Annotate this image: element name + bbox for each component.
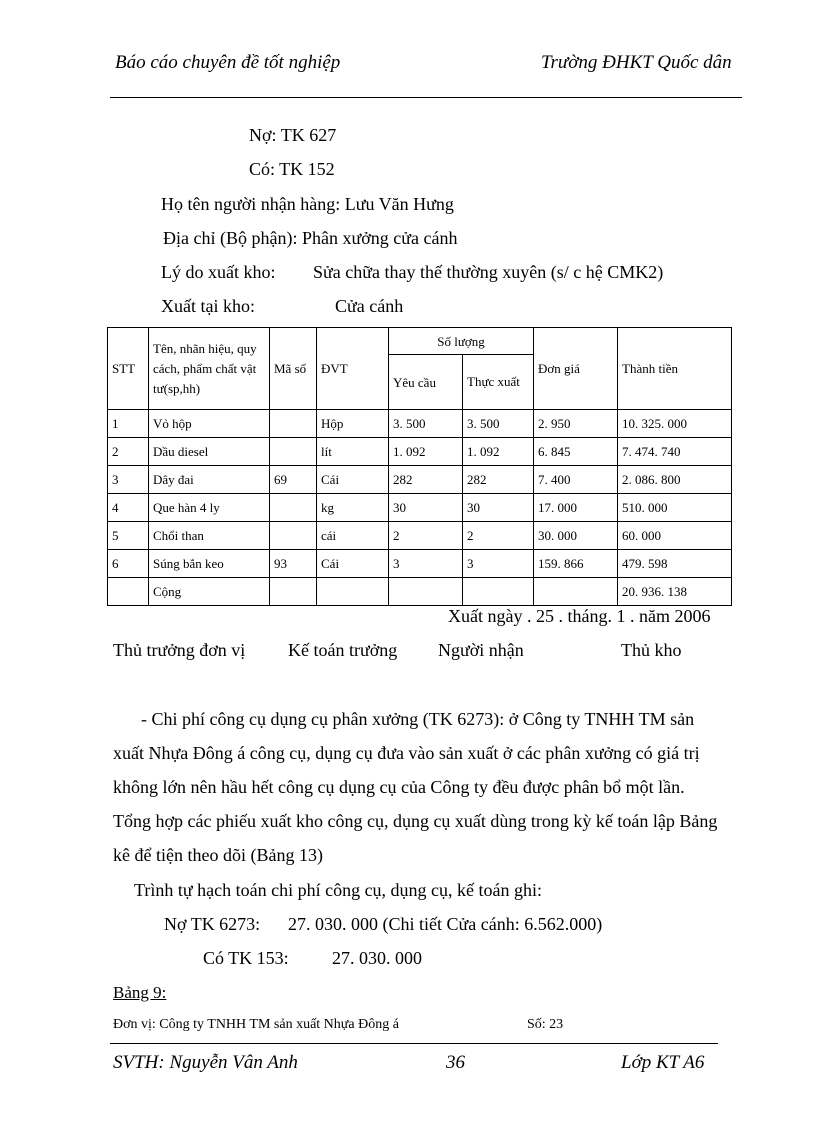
entry-credit-value: 27. 030. 000 xyxy=(332,948,422,968)
cell-amount: 2. 086. 800 xyxy=(618,466,732,494)
header-amount: Thành tiền xyxy=(618,328,732,410)
cell-requested: 282 xyxy=(389,466,463,494)
cell-price: 159. 866 xyxy=(534,550,618,578)
cell-unit-empty xyxy=(317,578,389,606)
header-name: Tên, nhãn hiệu, quy cách, phẩm chất vật tư(sp,hh) xyxy=(149,328,270,410)
total-row xyxy=(108,578,732,606)
cell-price: 6. 845 xyxy=(534,438,618,466)
cell-stt: 5 xyxy=(108,522,149,550)
total-amount: 20. 936. 138 xyxy=(618,578,732,606)
cell-name: Chổi than xyxy=(149,522,270,550)
table-row xyxy=(108,438,732,466)
cell-price: 17. 000 xyxy=(534,494,618,522)
reason-label: Lý do xuất kho: xyxy=(161,262,276,282)
footer-page-number: 36 xyxy=(446,1052,465,1073)
cell-amount: 7. 474. 740 xyxy=(618,438,732,466)
signature-storekeeper: Thủ kho xyxy=(621,640,682,660)
table-row xyxy=(108,522,732,550)
credit-account: Có: TK 152 xyxy=(249,159,335,179)
cell-price: 2. 950 xyxy=(534,410,618,438)
header-rule xyxy=(110,97,742,98)
header-stt: STT xyxy=(108,328,149,410)
header-actual: Thực xuất xyxy=(463,355,534,410)
cell-code xyxy=(270,522,317,550)
cell-name: Dầu diesel xyxy=(149,438,270,466)
cell-stt: 6 xyxy=(108,550,149,578)
header-right: Trường ĐHKT Quốc dân xyxy=(541,52,732,73)
cell-unit: Cái xyxy=(317,550,389,578)
cell-actual: 3. 500 xyxy=(463,410,534,438)
cell-amount: 479. 598 xyxy=(618,550,732,578)
receiver-label: Họ tên người nhận hàng: xyxy=(161,194,341,214)
debit-account: Nợ: TK 627 xyxy=(249,125,337,145)
cell-requested: 30 xyxy=(389,494,463,522)
cell-code-empty xyxy=(270,578,317,606)
address-label: Địa chỉ (Bộ phận): xyxy=(163,228,298,248)
cell-name: Dây đai xyxy=(149,466,270,494)
table9-unit-label: Đơn vị: xyxy=(113,1017,156,1032)
cell-actual: 30 xyxy=(463,494,534,522)
cell-stt-empty xyxy=(108,578,149,606)
total-label: Cộng xyxy=(149,578,270,606)
cell-name: Vỏ hộp xyxy=(149,410,270,438)
table9-unit-line xyxy=(113,1017,399,1033)
cell-stt: 3 xyxy=(108,466,149,494)
footer-right: Lớp KT A6 xyxy=(621,1052,705,1073)
cell-code xyxy=(270,410,317,438)
cell-unit: Cái xyxy=(317,466,389,494)
header-price: Đơn giá xyxy=(534,328,618,410)
cell-code: 69 xyxy=(270,466,317,494)
table-row xyxy=(108,494,732,522)
entry-debit-value: 27. 030. 000 (Chi tiết Cửa cánh: 6.562.000) xyxy=(288,914,603,934)
table9-number: Số: 23 xyxy=(527,1017,564,1032)
signature-chief-accountant: Kế toán trưởng xyxy=(288,640,398,660)
cell-actual: 2 xyxy=(463,522,534,550)
paragraph-line-5: kê để tiện theo dõi (Bảng 13) xyxy=(113,845,323,865)
cell-name: Que hàn 4 ly xyxy=(149,494,270,522)
header-code: Mã số xyxy=(270,328,317,410)
cell-price: 30. 000 xyxy=(534,522,618,550)
cell-amount: 60. 000 xyxy=(618,522,732,550)
cell-price-empty xyxy=(534,578,618,606)
footer-rule xyxy=(110,1043,718,1044)
cell-code xyxy=(270,494,317,522)
cell-amount: 10. 325. 000 xyxy=(618,410,732,438)
cell-stt: 2 xyxy=(108,438,149,466)
cell-unit: cái xyxy=(317,522,389,550)
cell-price: 7. 400 xyxy=(534,466,618,494)
paragraph-line-4: Tổng hợp các phiếu xuất kho công cụ, dụng cụ xuất dùng trong kỳ kế toán lập Bảng xyxy=(113,811,718,831)
cell-unit: Hộp xyxy=(317,410,389,438)
cell-unit: lít xyxy=(317,438,389,466)
header-requested: Yêu cầu xyxy=(389,355,463,410)
table-row xyxy=(108,550,732,578)
cell-actual: 3 xyxy=(463,550,534,578)
table-row xyxy=(108,410,732,438)
cell-requested: 1. 092 xyxy=(389,438,463,466)
cell-unit: kg xyxy=(317,494,389,522)
address-line xyxy=(163,228,457,249)
paragraph-line-3: không lớn nên hầu hết công cụ dụng cụ của Công ty đều được phân bổ một lần. xyxy=(113,777,685,797)
cell-requested-empty xyxy=(389,578,463,606)
entry-credit-label: Có TK 153: xyxy=(203,948,289,968)
cell-requested: 2 xyxy=(389,522,463,550)
issue-voucher-table xyxy=(107,327,732,606)
reason-value: Sửa chữa thay thế thường xuyên (s/ c hệ CMK2) xyxy=(313,262,664,282)
receiver-value: Lưu Văn Hưng xyxy=(344,194,454,214)
receiver-line xyxy=(161,194,454,215)
cell-amount: 510. 000 xyxy=(618,494,732,522)
issue-date: Xuất ngày . 25 . tháng. 1 . năm 2006 xyxy=(448,606,711,626)
cell-requested: 3 xyxy=(389,550,463,578)
warehouse-label: Xuất tại kho: xyxy=(161,296,255,316)
cell-stt: 4 xyxy=(108,494,149,522)
cell-actual-empty xyxy=(463,578,534,606)
table9-unit-value: Công ty TNHH TM sản xuất Nhựa Đông á xyxy=(159,1017,399,1032)
footer-left: SVTH: Nguyễn Vân Anh xyxy=(113,1052,298,1073)
signature-head: Thủ trưởng đơn vị xyxy=(113,640,246,660)
signature-receiver: Người nhận xyxy=(438,640,524,660)
table9-title: Bảng 9: xyxy=(113,983,167,1002)
header-unit: ĐVT xyxy=(317,328,389,410)
cell-actual: 282 xyxy=(463,466,534,494)
table-row xyxy=(108,466,732,494)
cell-code xyxy=(270,438,317,466)
paragraph-line-1: - Chi phí công cụ dụng cụ phân xưởng (TK 6273): ở Công ty TNHH TM sản xyxy=(141,709,695,729)
cell-code: 93 xyxy=(270,550,317,578)
paragraph-line-2: xuất Nhựa Đông á công cụ, dụng cụ đưa vào sản xuất ở các phân xưởng có giá trị xyxy=(113,743,700,763)
address-value: Phân xưởng cửa cánh xyxy=(301,228,458,248)
cell-actual: 1. 092 xyxy=(463,438,534,466)
cell-name: Súng bắn keo xyxy=(149,550,270,578)
header-left: Báo cáo chuyên đề tốt nghiệp xyxy=(115,52,341,73)
procedure-line: Trình tự hạch toán chi phí công cụ, dụng cụ, kế toán ghi: xyxy=(134,880,543,900)
cell-stt: 1 xyxy=(108,410,149,438)
cell-requested: 3. 500 xyxy=(389,410,463,438)
warehouse-value: Cửa cánh xyxy=(335,296,404,316)
header-quantity: Số lượng xyxy=(389,328,534,355)
entry-debit-label: Nợ TK 6273: xyxy=(164,914,261,934)
